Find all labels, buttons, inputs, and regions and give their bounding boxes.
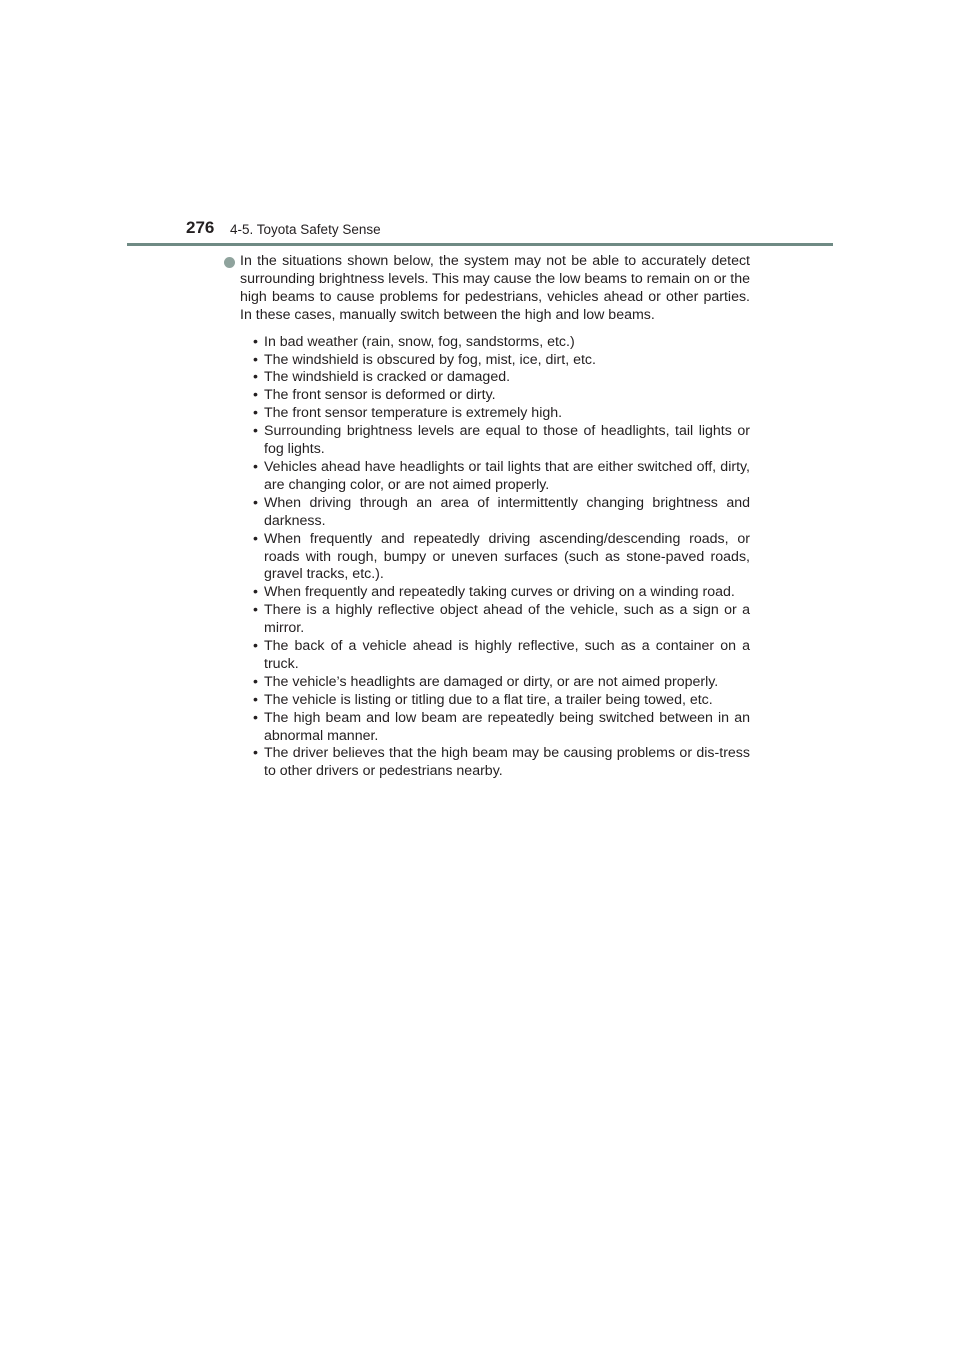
bullet-dot-icon: •	[253, 369, 258, 386]
bullet-dot-icon: •	[253, 423, 258, 440]
bullet-dot-icon: •	[253, 530, 258, 547]
bullet-dot-icon: •	[253, 405, 258, 422]
list-item	[253, 387, 750, 405]
list-item-text: The back of a vehicle ahead is highly reflective, such as a container on a truck.	[264, 638, 750, 672]
list-item	[253, 352, 750, 370]
bullet-dot-icon: •	[253, 691, 258, 708]
list-item	[253, 495, 750, 531]
bullet-dot-icon: •	[253, 351, 258, 368]
list-item-text: The front sensor is deformed or dirty.	[264, 387, 496, 404]
header-rule	[127, 243, 833, 246]
list-item	[253, 405, 750, 423]
bullet-dot-icon: •	[253, 709, 258, 726]
list-item	[253, 584, 750, 602]
bullet-dot-icon: •	[253, 333, 258, 350]
list-item-text: When driving through an area of intermittently changing brightness and darkness.	[264, 494, 750, 529]
list-item-text: When frequently and repeatedly taking curves or driving on a winding road.	[264, 584, 735, 601]
page-content	[224, 253, 750, 781]
bullet-dot-icon: •	[253, 745, 258, 762]
list-item	[253, 334, 750, 352]
bullet-dot-icon: •	[253, 638, 258, 655]
list-item	[253, 459, 750, 495]
list-item-text: The high beam and low beam are repeatedly being switched between in an abnormal manner.	[264, 709, 750, 744]
list-item	[253, 369, 750, 387]
list-item-text: The vehicle is listing or titling due to a flat tire, a trailer being towed, etc.	[264, 691, 713, 708]
page-number: 276	[186, 218, 215, 237]
list-item	[253, 638, 750, 674]
section-title: 4-5. Toyota Safety Sense	[230, 222, 381, 237]
situation-list	[224, 334, 750, 782]
list-item-text: Surrounding brightness levels are equal to those of headlights, tail lights or fog lights.	[264, 423, 750, 458]
list-item	[253, 745, 750, 781]
intro-text: In the situations shown below, the system may not be able to accurately detect surrounding brightness levels. This may cause the low beams to remain on or the high beams to cause problems for pedestrians, vehicles ahead or other parties. In these cases, manually switch between the high and low beams.	[240, 253, 750, 323]
list-item	[253, 692, 750, 710]
list-item-text: When frequently and repeatedly driving ascending/descending roads, or roads with rough, bumpy or uneven surfaces (such as stone-paved roads, gravel tracks, etc.).	[264, 530, 750, 583]
list-item-text: There is a highly reflective object ahead of the vehicle, such as a sign or a mirror.	[264, 602, 750, 637]
list-item-text: The windshield is cracked or damaged.	[264, 369, 511, 386]
list-item-text: The driver believes that the high beam may be causing problems or dis-tress to other drivers or pedestrians nearby.	[264, 745, 750, 780]
list-item	[253, 710, 750, 746]
list-item	[253, 602, 750, 638]
list-item-text: The vehicle’s headlights are damaged or dirty, or are not aimed properly.	[264, 673, 719, 690]
list-item-text: Vehicles ahead have headlights or tail lights that are either switched off, dirty, are changing color, or are not aimed properly.	[264, 458, 750, 493]
list-item	[253, 674, 750, 692]
bullet-dot-icon: •	[253, 458, 258, 475]
list-item-text: The front sensor temperature is extremely high.	[264, 405, 563, 422]
round-bullet-icon	[224, 257, 235, 268]
list-item-text: In bad weather (rain, snow, fog, sandstorms, etc.)	[264, 333, 575, 350]
bullet-dot-icon: •	[253, 602, 258, 619]
bullet-dot-icon: •	[253, 673, 258, 690]
list-item-text: The windshield is obscured by fog, mist, ice, dirt, etc.	[264, 351, 596, 368]
list-item	[253, 531, 750, 585]
bullet-dot-icon: •	[253, 387, 258, 404]
intro-paragraph	[224, 253, 750, 325]
bullet-dot-icon: •	[253, 494, 258, 511]
list-item	[253, 423, 750, 459]
bullet-dot-icon: •	[253, 584, 258, 601]
